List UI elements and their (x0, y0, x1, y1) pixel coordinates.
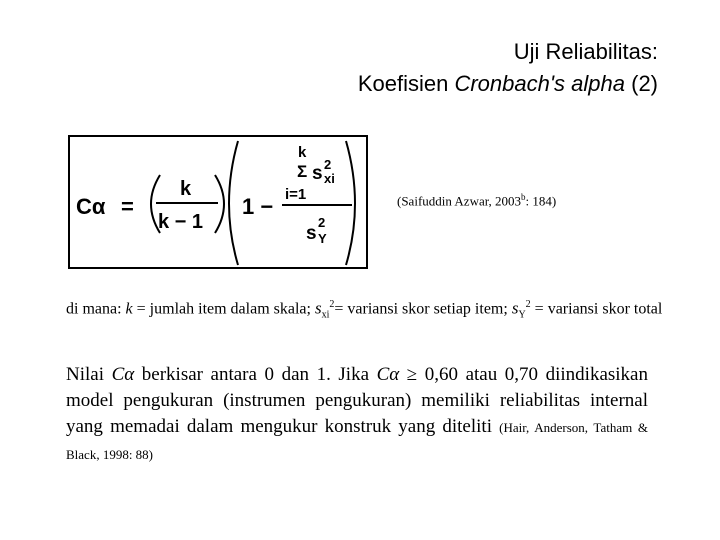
def-sx-symbol: s (314, 298, 322, 318)
def-lead: di mana: (66, 300, 126, 318)
title-line-2 (358, 68, 658, 100)
sum-symbol: Σ (297, 162, 308, 181)
title-suffix: (2) (625, 71, 658, 96)
frac-numerator: k (180, 178, 192, 200)
para-alpha-2: Cα (376, 364, 400, 385)
def-sx-sup: 2 (329, 299, 335, 310)
title-line-1: Uji Reliabilitas: (513, 39, 658, 64)
def-sy-text: = variansi skor total (530, 300, 663, 318)
den-term-sup: 2 (318, 215, 326, 230)
formula-lhs: Cα (76, 194, 106, 219)
title-prefix: Koefisien (357, 71, 455, 96)
title-italic: Cronbach's alpha (454, 71, 625, 96)
formula-image (68, 135, 368, 269)
formula-equals: = (121, 194, 134, 219)
formula-citation (397, 192, 556, 209)
citation-sup: b (521, 192, 526, 202)
para-reference: (Hair, Anderson, Tatham & Black, 1998: 88) (66, 420, 648, 462)
sum-lower-limit: i=1 (285, 186, 307, 203)
paren-right-2 (346, 141, 355, 265)
para-text-1: Nilai (66, 364, 112, 385)
paren-left-2 (229, 141, 238, 265)
sum-upper-limit: k (298, 144, 307, 161)
para-text-2: berkisar antara 0 dan 1. Jika (134, 364, 377, 385)
def-k-symbol: k (125, 300, 133, 318)
one-minus: 1 − (242, 194, 274, 219)
den-term: s (306, 223, 317, 244)
para-alpha-1: Cα (111, 364, 135, 385)
para-text-3: ≥ 0,60 atau 0,70 diindikasikan model pengukuran (instrumen pengukuran) memiliki reliabilitas internal yang memadai dalam mengukur konstruk yang diteliti (66, 364, 648, 437)
den-term-sub: Y (318, 231, 327, 246)
def-sy-symbol: s (511, 298, 519, 318)
variable-definitions (66, 293, 666, 328)
def-sy-sup: 2 (525, 299, 531, 310)
citation-prefix: (Saifuddin Azwar, 2003 (397, 193, 522, 209)
slide-title (358, 36, 658, 100)
sum-term-sup: 2 (324, 157, 332, 172)
frac-denominator: k − 1 (158, 211, 204, 233)
sum-term: s (312, 163, 323, 184)
cronbach-alpha-formula (70, 137, 366, 267)
def-sy-sub: Y (518, 309, 526, 321)
interpretation-paragraph (66, 362, 648, 468)
def-k-text: = jumlah item dalam skala; (132, 300, 315, 318)
def-sx-sub: xi (321, 309, 330, 321)
def-sx-text: = variansi skor setiap item; (334, 300, 512, 318)
sum-term-sub: xi (324, 171, 335, 186)
citation-suffix: : 184) (525, 193, 557, 209)
